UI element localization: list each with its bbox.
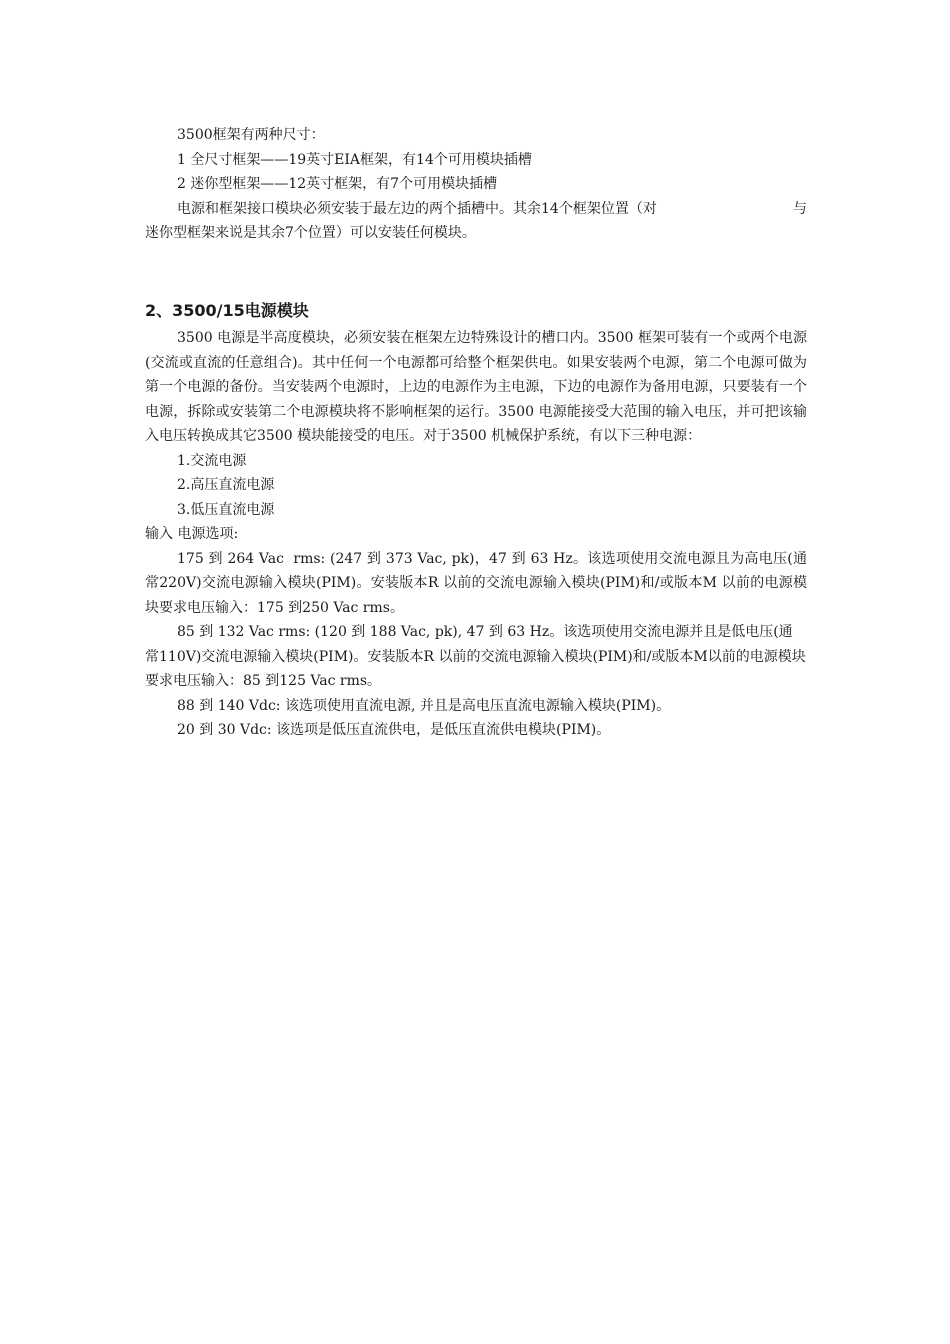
- list-item: 1.交流电源: [177, 452, 247, 469]
- list-item: 2.高压直流电源: [177, 477, 275, 493]
- intro-block: [145, 123, 807, 246]
- frame-sizes-intro: 3500框架有两种尺寸：: [177, 127, 325, 143]
- full-size-frame-item: 1 全尺寸框架——19英寸EIA框架，有14个可用模块插槽: [177, 151, 532, 168]
- option-low-voltage-ac-line1: 85 到 132 Vac rms: (120 到 188 Vac, pk), 47 到 63 Hz。该选项使用交流电源并且是低电压(通: [177, 624, 793, 640]
- option-high-voltage-ac: 175 到 264 Vac rms: (247 到 373 Vac, pk)，47 到 63 Hz。该选项使用交流电源且为高电压(通常220V)交流电源输入模块(PIM)。安装版本R 以前的交流电源输入模块(PIM)和/或版本M 以前的电源模块要求电压输入：175 到250 Vac rms。: [145, 550, 807, 616]
- slot-rules-tail: 与: [793, 200, 807, 217]
- input-options-label: 输入 电源选项:: [145, 526, 239, 542]
- option-high-voltage-dc: 88 到 140 Vdc: 该选项使用直流电源, 并且是高电压直流电源输入模块(PIM)。: [177, 697, 671, 714]
- option-low-voltage-ac-line2: 常110V)交流电源输入模块(PIM)。安装版本R 以前的交流电源输入模块(PIM)和/或版本M以前的电源模块要求电压输入：85 到125 Vac rms。: [145, 648, 806, 689]
- slot-rules-line1: 电源和框架接口模块必须安装于最左边的两个插槽中。其余14个框架位置（对: [177, 200, 657, 217]
- power-supply-description: 3500 电源是半高度模块，必须安装在框架左边特殊设计的槽口内。3500 框架可装有一个或两个电源(交流或直流的任意组合)。其中任何一个电源都可给整个框架供电。如果安装两个电源，第二个电源可做为第一个电源的备份。当安装两个电源时，上边的电源作为主电源，下边的电源作为备用电源，只要装有一个电源，拆除或安装第二个电源模块将不影响框架的运行。3500 电源能接受大范围的输入电压，并可把该输入电压转换成其它3500 模块能接受的电压。对于3500 机械保护系统，有以下三种电源：: [145, 330, 807, 444]
- power-module-section: [145, 298, 807, 743]
- section-heading: 2、3500/15电源模块: [145, 301, 309, 320]
- option-low-voltage-dc: 20 到 30 Vdc: 该选项是低压直流供电，是低压直流供电模块(PIM)。: [177, 722, 611, 738]
- list-item: 3.低压直流电源: [177, 501, 275, 518]
- mini-frame-item: 2 迷你型框架——12英寸框架，有7个可用模块插槽: [177, 176, 498, 192]
- slot-rules-line2: 迷你型框架来说是其余7个位置）可以安装任何模块。: [145, 225, 476, 241]
- slot-rules-paragraph: [145, 197, 807, 246]
